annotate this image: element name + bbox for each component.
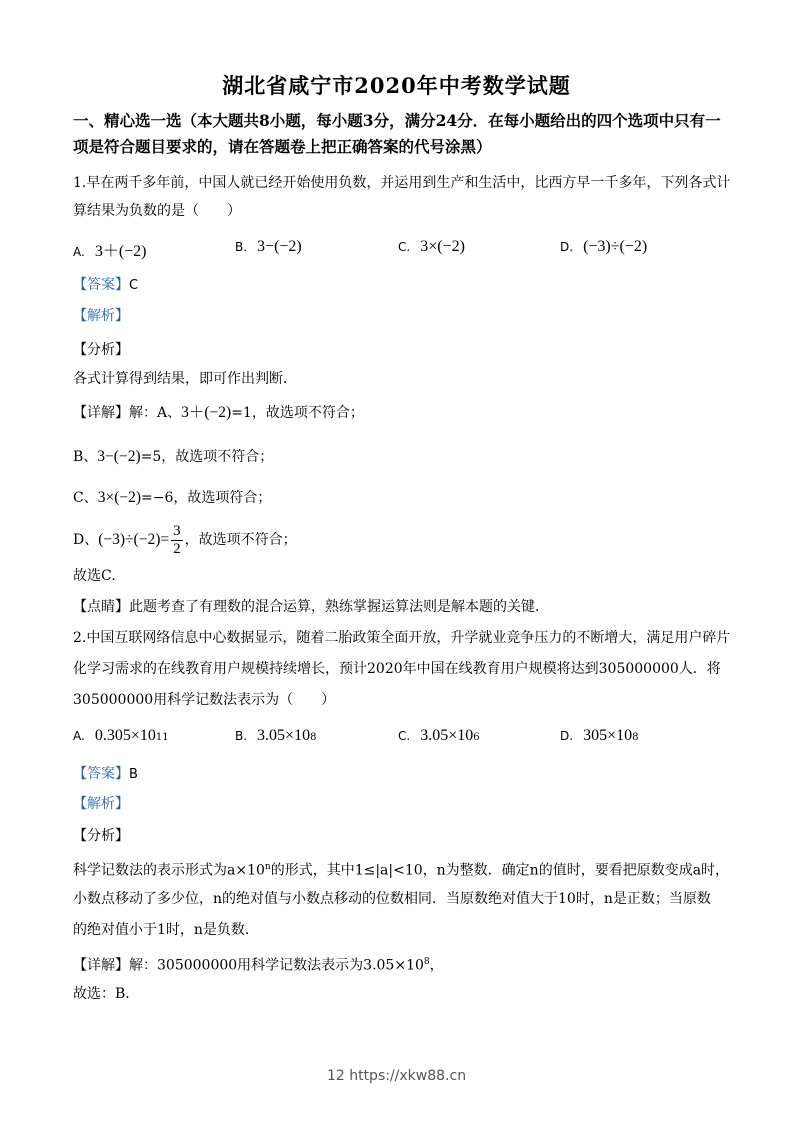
section-heading: 一、精心选一选（本大题共8小题，每小题3分，满分24分．在每小题给出的四个选项中只有一项是符合题目要求的，请在答题卷上把正确答案的代号涂黑） (73, 111, 721, 156)
page-footer: 12 https://xkw88.cn (326, 1068, 467, 1084)
q2-detail: 【详解】解：305000000用科学记数法表示为$3.05\times 10^8$， (73, 957, 444, 974)
fraction: $\frac{3}{2}$ (173, 522, 181, 557)
q1-options (73, 238, 733, 266)
q1-answer (73, 272, 733, 299)
answer-tag: 【答案】 (73, 766, 129, 782)
q1-comment: 【点睛】此题考查了有理数的混合运算，熟练掌握运算法则是解本题的关键． (73, 599, 549, 615)
q2-option-a[interactable]: A. 0.305×10 11 (73, 727, 169, 744)
q2-option-d[interactable]: D. 305×10 8 (560, 727, 639, 744)
q2-option-b[interactable]: B. 3.05×10 8 (235, 727, 317, 744)
q2-fenxi-tag: 【分析】 (73, 828, 129, 844)
q1-option-c[interactable]: C. 3×(−2) (398, 238, 465, 255)
q2-stem-line1: 2.中国互联网络信息中心数据显示，随着二胎政策全面开放，升学就业竞争压力的不断增大，满足用户碎片 (73, 630, 731, 646)
q2-jiexi-tag: 【解析】 (73, 796, 129, 812)
q1-conclusion: 故选C. (73, 568, 116, 584)
q1-option-d[interactable]: D. (−3)÷(−2) (560, 238, 648, 255)
q1-detail-a: 【详解】解：A、3＋(−2)=1，故选项不符合； (73, 404, 364, 421)
q2-options (73, 727, 733, 755)
answer-tag: 【答案】 (73, 277, 129, 293)
q2-fenxi-line1: 科学记数法的表示形式为$a\times 10^n$的形式，其中1≤|a|<10，n为整数．确定n的值时，要看把原数变成a时， (73, 862, 730, 879)
q1-detail-c: C、3×(−2)=−6，故选项符合； (73, 489, 272, 506)
q1-stem-line1: 1.早在两千多年前，中国人就已经开始使用负数，并运用到生产和生活中，比西方早一千多年，下列各式计 (73, 175, 731, 191)
q2-stem-line3: 305000000用科学记数法表示为（ ） (73, 692, 336, 708)
q2-stem-line2: 化学习需求的在线教育用户规模持续增长，预计2020年中国在线教育用户规模将达到305000000人．将 (73, 661, 721, 677)
q2-answer (73, 761, 733, 788)
q1-detail-b: B、3−(−2)=5，故选项不符合； (73, 448, 274, 465)
q1-fenxi-text: 各式计算得到结果，即可作出判断． (73, 371, 297, 387)
q2-fenxi-line2: 小数点移动了多少位，n的绝对值与小数点移动的位数相同．当原数绝对值大于10时，n是正数；当原数 (73, 891, 711, 907)
answer-value: B (129, 767, 138, 782)
page-title: 湖北省咸宁市2020年中考数学试题 (222, 73, 571, 98)
q1-fenxi-tag: 【分析】 (73, 342, 129, 358)
q1-stem-line2: 算结果为负数的是（ ） (73, 203, 241, 219)
q2-option-c[interactable]: C. 3.05×10 6 (398, 727, 480, 744)
q1-option-a[interactable]: A. 3＋(−2) (73, 243, 147, 260)
q1-jiexi-tag: 【解析】 (73, 308, 129, 324)
q1-detail-d: D、(−3)÷(−2)= $\frac{3}{2}$ ，故选项不符合； (73, 522, 297, 557)
q2-fenxi-line3: 的绝对值小于1时，n是负数． (73, 922, 259, 938)
q1-option-b[interactable]: B. 3−(−2) (235, 238, 302, 255)
q2-conclusion: 故选：B． (73, 986, 140, 1002)
answer-value: C (129, 278, 139, 293)
